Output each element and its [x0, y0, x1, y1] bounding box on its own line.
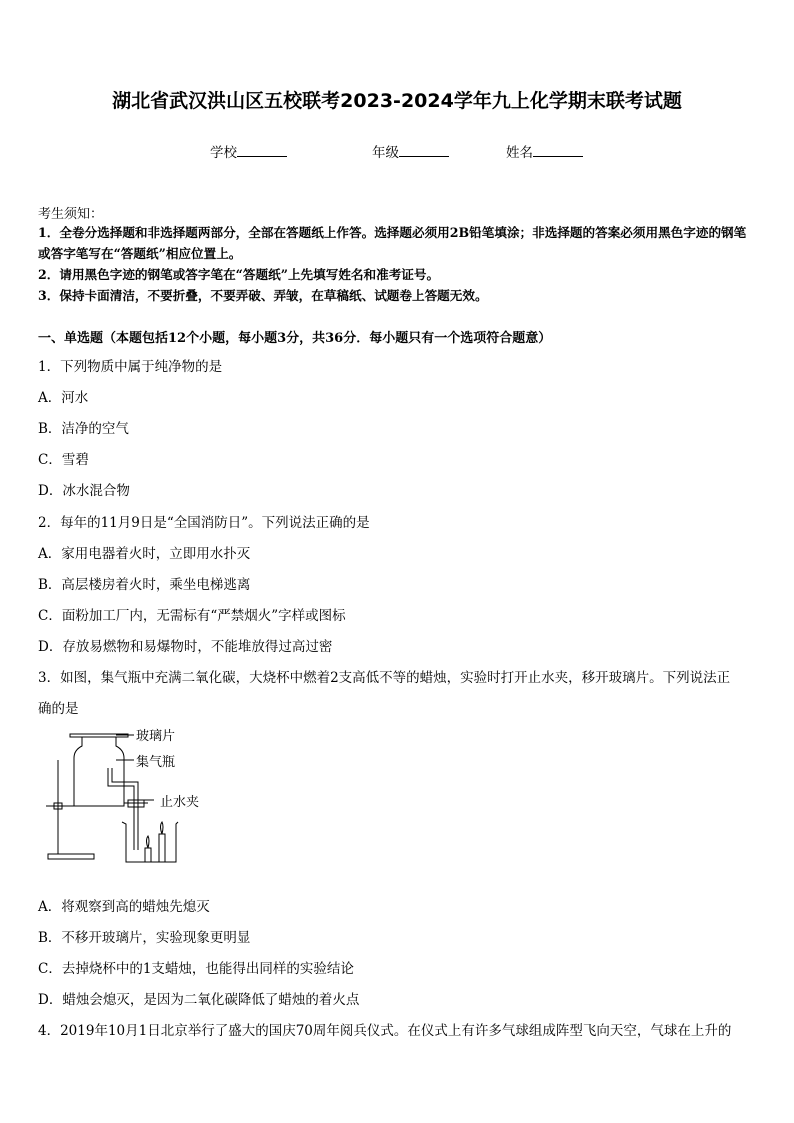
name-label: 姓名 — [506, 145, 533, 161]
question-stem: 2．每年的11月9日是“全国消防日”。下列说法正确的是 — [38, 515, 370, 531]
grade-label: 年级 — [372, 145, 399, 161]
name-field — [506, 141, 583, 161]
notice-item: 3．保持卡面清洁，不要折叠，不要弄破、弄皱，在草稿纸、试题卷上答题无效。 — [38, 288, 488, 303]
question-stem: 3．如图，集气瓶中充满二氧化碳，大烧杯中燃着2支高低不等的蜡烛，实验时打开止水夹，移开玻璃片。下列说法正 — [38, 670, 731, 686]
notice-heading: 考生须知： — [38, 207, 104, 222]
figure-label-gas-bottle: 集气瓶 — [136, 755, 176, 770]
option: D．蜡烛会熄灭，是因为二氧化碳降低了蜡烛的着火点 — [38, 992, 360, 1008]
candle-tall — [159, 834, 165, 862]
page-title: 湖北省武汉洪山区五校联考2023-2024学年九上化学期末联考试题 — [112, 90, 682, 112]
option: D．存放易燃物和易爆物时，不能堆放得过高过密 — [38, 639, 333, 655]
option: A．将观察到高的蜡烛先熄灭 — [38, 899, 210, 915]
option: C．面粉加工厂内，无需标有“严禁烟火”字样或图标 — [38, 608, 346, 624]
candle-short — [145, 848, 151, 862]
notice-item: 2．请用黑色字迹的钢笔或答字笔在“答题纸”上先填写姓名和准考证号。 — [38, 267, 440, 282]
option: A．家用电器着火时，立即用水扑灭 — [38, 546, 251, 562]
experiment-figure — [38, 722, 238, 867]
option: C．雪碧 — [38, 452, 89, 468]
option: A．河水 — [38, 390, 89, 406]
grade-blank[interactable] — [399, 142, 449, 157]
beaker — [122, 822, 178, 862]
option: B．不移开玻璃片，实验现象更明显 — [38, 930, 251, 946]
option: C．去掉烧杯中的1支蜡烛，也能得出同样的实验结论 — [38, 961, 354, 977]
section-title: 一、单选题（本题包括12个小题，每小题3分，共36分．每小题只有一个选项符合题意） — [38, 331, 552, 346]
school-field — [210, 141, 287, 161]
school-label: 学校 — [210, 145, 237, 161]
question-stem: 4．2019年10月1日北京举行了盛大的国庆70周年阅兵仪式。在仪式上有许多气球组成阵型飞向天空，气球在上升的 — [38, 1023, 732, 1039]
question-stem-cont: 确的是 — [38, 701, 79, 717]
figure-label-stop-clamp: 止水夹 — [160, 795, 200, 810]
stand-base — [48, 854, 94, 859]
option: D．冰水混合物 — [38, 483, 130, 499]
school-blank[interactable] — [237, 142, 287, 157]
notice-item: 1．全卷分选择题和非选择题两部分，全部在答题纸上作答。选择题必须用2B铅笔填涂；非选择题的答案必须用黑色字迹的钢笔或答字笔写在“答题纸”相应位置上。 — [38, 225, 747, 261]
grade-field — [372, 141, 449, 161]
option: B．洁净的空气 — [38, 421, 129, 437]
question-stem: 1．下列物质中属于纯净物的是 — [38, 359, 223, 375]
figure-label-glass-plate: 玻璃片 — [136, 729, 176, 744]
gas-bottle — [74, 737, 124, 806]
option: B．高层楼房着火时，乘坐电梯逃离 — [38, 577, 251, 593]
name-blank[interactable] — [533, 142, 583, 157]
